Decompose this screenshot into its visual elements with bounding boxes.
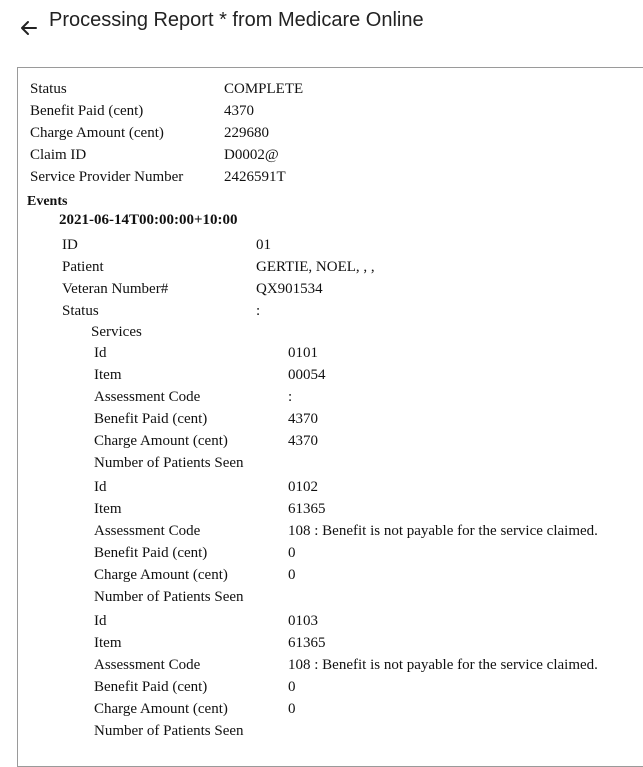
summary-value: 229680	[224, 125, 269, 141]
summary-label: Service Provider Number	[30, 169, 184, 185]
service-field-label: Assessment Code	[94, 523, 201, 539]
event-field-value: :	[256, 303, 261, 319]
service-field-value: 0101	[288, 345, 318, 361]
service-field-label: Id	[94, 613, 107, 629]
events-heading: Events	[27, 194, 68, 209]
service-field-value: 0102	[288, 479, 318, 495]
service-field-label: Charge Amount (cent)	[94, 433, 228, 449]
service-field-value: :	[288, 389, 293, 405]
service-field-label: Number of Patients Seen	[94, 723, 244, 739]
service-field-value: 61365	[288, 635, 326, 651]
summary-value: 4370	[224, 103, 254, 119]
page-title: Processing Report * from Medicare Online	[49, 9, 424, 31]
service-field-value: 61365	[288, 501, 326, 517]
event-field-label: Status	[62, 303, 99, 319]
summary-label: Status	[30, 81, 67, 97]
event-field-value: GERTIE, NOEL, , ,	[256, 259, 375, 275]
summary-value: 2426591T	[224, 169, 286, 185]
service-field-value: 4370	[288, 433, 318, 449]
event-field-label: Veteran Number#	[62, 281, 169, 297]
service-field-label: Assessment Code	[94, 657, 201, 673]
summary-label: Claim ID	[30, 147, 87, 163]
service-field-label: Id	[94, 479, 107, 495]
service-field-value: 0	[288, 701, 296, 717]
summary-label: Charge Amount (cent)	[30, 125, 164, 141]
service-field-value: 0	[288, 567, 296, 583]
event-field-value: 01	[256, 237, 271, 253]
service-field-value: 108 : Benefit is not payable for the service claimed.	[288, 657, 598, 673]
service-field-label: Number of Patients Seen	[94, 455, 244, 471]
event-date: 2021-06-14T00:00:00+10:00	[59, 212, 238, 228]
summary-value: COMPLETE	[224, 81, 304, 97]
service-field-label: Item	[94, 635, 122, 651]
event-field-label: ID	[62, 237, 78, 253]
report-panel	[17, 67, 643, 767]
summary-label: Benefit Paid (cent)	[30, 103, 144, 119]
service-field-value: 0	[288, 679, 296, 695]
service-field-value: 4370	[288, 411, 318, 427]
services-heading: Services	[91, 324, 142, 340]
service-field-label: Benefit Paid (cent)	[94, 545, 208, 561]
summary-value: D0002@	[224, 147, 279, 163]
service-field-label: Benefit Paid (cent)	[94, 679, 208, 695]
service-field-label: Benefit Paid (cent)	[94, 411, 208, 427]
service-field-label: Number of Patients Seen	[94, 589, 244, 605]
service-field-value: 108 : Benefit is not payable for the service claimed.	[288, 523, 598, 539]
service-field-value: 0103	[288, 613, 318, 629]
service-field-label: Charge Amount (cent)	[94, 567, 228, 583]
service-field-label: Assessment Code	[94, 389, 201, 405]
service-field-label: Charge Amount (cent)	[94, 701, 228, 717]
service-field-label: Item	[94, 501, 122, 517]
event-field-value: QX901534	[256, 281, 323, 297]
back-arrow-icon[interactable]	[18, 16, 40, 38]
service-field-value: 0	[288, 545, 296, 561]
app-header	[0, 0, 643, 50]
event-field-label: Patient	[62, 259, 104, 275]
service-field-value: 00054	[288, 367, 326, 383]
service-field-label: Item	[94, 367, 122, 383]
service-field-label: Id	[94, 345, 107, 361]
